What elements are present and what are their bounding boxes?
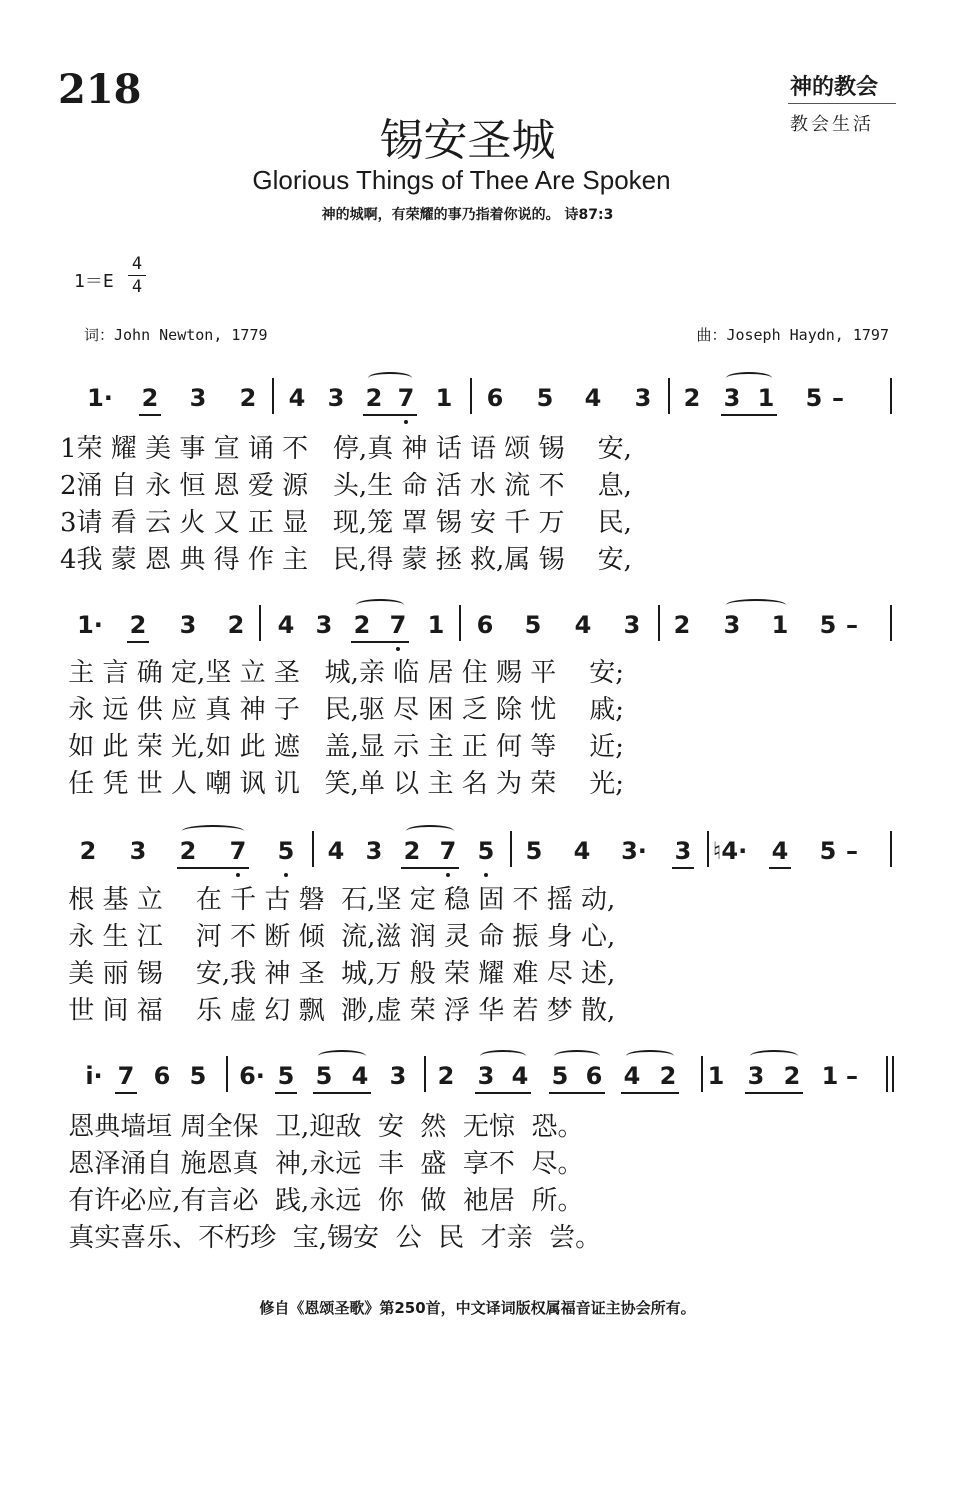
- lyric-line: 2涌 自 永 恒 恩 爱 源 头,生 命 活 水 流 不 息,: [60, 471, 632, 501]
- low-octave-dot: [404, 420, 408, 424]
- notes-row: [0, 1062, 955, 1092]
- copyright-footer: 修自《恩颂圣歌》第250首，中文译词版权属福音证主协会所有。: [259, 1299, 696, 1317]
- note: i·: [85, 1062, 103, 1090]
- note: 3: [723, 611, 741, 639]
- note: 5: [551, 1062, 569, 1090]
- lyric-line: 4我 蒙 恩 典 得 作 主 民,得 蒙 拯 救,属 锡 安,: [60, 545, 632, 575]
- low-octave-dot: [396, 647, 400, 651]
- low-octave-dot: [236, 873, 240, 877]
- note: 5: [477, 837, 495, 865]
- bar-line: [890, 378, 892, 414]
- bar-line: [470, 378, 472, 414]
- note: 6: [476, 611, 494, 639]
- beam-underline: [745, 1092, 803, 1094]
- note: 4: [327, 837, 345, 865]
- note: 2: [129, 611, 147, 639]
- low-octave-dot: [446, 873, 450, 877]
- beam-underline: [275, 1092, 297, 1094]
- note: 6: [585, 1062, 603, 1090]
- slur-arc: [182, 825, 244, 837]
- note: 5: [277, 837, 295, 865]
- notes-row: [0, 837, 955, 867]
- note: 1: [427, 611, 445, 639]
- note: 2: [437, 1062, 455, 1090]
- lyric-line: 根 基 立 在 千 古 磐 石,坚 定 稳 固 不 摇 动,: [60, 885, 616, 915]
- beam-underline: [313, 1092, 371, 1094]
- bar-line: [259, 605, 261, 641]
- note: 5: [524, 611, 542, 639]
- note: ♮4·: [712, 837, 748, 865]
- note: 4: [623, 1062, 641, 1090]
- note: 4: [511, 1062, 529, 1090]
- note: 3: [747, 1062, 765, 1090]
- lyric-line: 1荣 耀 美 事 宣 诵 不 停,真 神 话 语 颂 锡 安,: [60, 434, 632, 464]
- note: 5: [819, 837, 837, 865]
- bar-line: [668, 378, 670, 414]
- note: 5: [189, 1062, 207, 1090]
- note: 1: [707, 1062, 725, 1090]
- beam-underline: [672, 867, 694, 869]
- beam-underline: [351, 641, 409, 643]
- low-octave-dot: [284, 873, 288, 877]
- note: 3: [389, 1062, 407, 1090]
- note: 2: [239, 384, 257, 412]
- beam-underline: [363, 414, 417, 416]
- category-sub: 教会生活: [790, 114, 874, 135]
- note: 2: [365, 384, 383, 412]
- note: 3: [179, 611, 197, 639]
- composer-credit: 曲：Joseph Haydn, 1797: [696, 326, 889, 344]
- note: 6: [153, 1062, 171, 1090]
- note: 2: [79, 837, 97, 865]
- note: 5: [525, 837, 543, 865]
- bar-line: [424, 1056, 426, 1092]
- beam-underline: [475, 1092, 531, 1094]
- beam-underline: [139, 414, 161, 416]
- note: 2: [141, 384, 159, 412]
- note: 4: [574, 611, 592, 639]
- slur-arc: [318, 1050, 366, 1062]
- notes-row: [0, 384, 955, 414]
- note: –: [846, 837, 858, 865]
- beam-underline: [549, 1092, 605, 1094]
- note: 7: [229, 837, 247, 865]
- beam-underline: [401, 867, 459, 869]
- title-english: Glorious Things of Thee Are Spoken: [252, 165, 671, 195]
- note: –: [846, 611, 858, 639]
- note: 3: [634, 384, 652, 412]
- bar-line: [890, 605, 892, 641]
- note: 4: [573, 837, 591, 865]
- note: 2: [659, 1062, 677, 1090]
- note: 7: [389, 611, 407, 639]
- note: 2: [683, 384, 701, 412]
- title-chinese: 锡安圣城: [379, 115, 556, 166]
- note: 2: [783, 1062, 801, 1090]
- scripture-verse: 神的城啊，有荣耀的事乃指着你说的。 诗87:3: [321, 207, 614, 223]
- beam-underline: [127, 641, 149, 643]
- bar-line: [886, 1056, 888, 1092]
- time-signature: [128, 254, 146, 297]
- note: 6: [486, 384, 504, 412]
- note: 1: [757, 384, 775, 412]
- bar-line: [272, 378, 274, 414]
- note: 7: [439, 837, 457, 865]
- lyric-line: 真实喜乐、不朽珍 宝,锡安 公 民 才亲 尝。: [60, 1223, 602, 1253]
- bar-line: [459, 605, 461, 641]
- notes-row: [0, 611, 955, 641]
- note: 2: [227, 611, 245, 639]
- time-sig-line: [128, 275, 146, 276]
- bar-line: [892, 1056, 894, 1092]
- beam-underline: [621, 1092, 679, 1094]
- low-octave-dot: [484, 873, 488, 877]
- slur-arc: [726, 599, 786, 611]
- note: 3·: [621, 837, 647, 865]
- lyric-line: 3请 看 云 火 又 正 显 现,笼 罩 锡 安 千 万 民,: [60, 508, 632, 538]
- note: 4: [771, 837, 789, 865]
- bar-line: [510, 831, 512, 867]
- lyric-line: 有许必应,有言必 践,永远 你 做 祂居 所。: [60, 1186, 584, 1216]
- note: 3: [365, 837, 383, 865]
- lyric-line: 任 凭 世 人 嘲 讽 讥 笑,单 以 主 名 为 荣 光;: [60, 769, 625, 799]
- note: 1·: [87, 384, 113, 412]
- note: 3: [623, 611, 641, 639]
- note: 3: [327, 384, 345, 412]
- note: –: [832, 384, 844, 412]
- note: 3: [129, 837, 147, 865]
- lyric-line: 永 生 江 河 不 断 倾 流,滋 润 灵 命 振 身 心,: [60, 922, 616, 952]
- key-signature: 1＝E: [74, 271, 114, 292]
- note: 3: [723, 384, 741, 412]
- bar-line: [226, 1056, 228, 1092]
- note: 4: [277, 611, 295, 639]
- slur-arc: [726, 372, 772, 384]
- note: 3: [315, 611, 333, 639]
- note: 5: [277, 1062, 295, 1090]
- hymn-number: 218: [58, 66, 142, 113]
- note: 3: [189, 384, 207, 412]
- slur-arc: [626, 1050, 674, 1062]
- note: 3: [477, 1062, 495, 1090]
- slur-arc: [406, 825, 454, 837]
- slur-arc: [356, 599, 404, 611]
- lyric-line: 恩泽涌自 施恩真 神,永远 丰 盛 享不 尽。: [60, 1149, 584, 1179]
- lyric-line: 永 远 供 应 真 神 子 民,驱 尽 困 乏 除 忧 戚;: [60, 695, 625, 725]
- note: 1: [435, 384, 453, 412]
- bar-line: [658, 605, 660, 641]
- beam-underline: [721, 414, 777, 416]
- beam-underline: [177, 867, 249, 869]
- slur-arc: [368, 372, 412, 384]
- slur-arc: [554, 1050, 600, 1062]
- time-sig-bottom: 4: [131, 277, 143, 297]
- note: 7: [117, 1062, 135, 1090]
- note: 5: [536, 384, 554, 412]
- lyric-line: 美 丽 锡 安,我 神 圣 城,万 般 荣 耀 难 尽 述,: [60, 959, 616, 989]
- note: 1·: [77, 611, 103, 639]
- bar-line: [701, 1056, 703, 1092]
- beam-underline: [115, 1092, 137, 1094]
- category-main: 神的教会: [790, 74, 879, 100]
- note: 1: [821, 1062, 839, 1090]
- time-sig-top: 4: [131, 254, 143, 274]
- note: 5: [805, 384, 823, 412]
- bar-line: [707, 831, 709, 867]
- lyric-line: 主 言 确 定,坚 立 圣 城,亲 临 居 住 赐 平 安;: [60, 658, 625, 688]
- note: 5: [819, 611, 837, 639]
- note: 4: [351, 1062, 369, 1090]
- note: 2: [673, 611, 691, 639]
- note: 4: [584, 384, 602, 412]
- slur-arc: [480, 1050, 526, 1062]
- note: 2: [179, 837, 197, 865]
- note: 4: [288, 384, 306, 412]
- note: –: [846, 1062, 858, 1090]
- beam-underline: [769, 867, 791, 869]
- note: 2: [403, 837, 421, 865]
- bar-line: [890, 831, 892, 867]
- lyricist-credit: 词：John Newton, 1779: [84, 326, 268, 344]
- lyric-line: 如 此 荣 光,如 此 遮 盖,显 示 主 正 何 等 近;: [60, 732, 625, 762]
- note: 1: [771, 611, 789, 639]
- note: 7: [397, 384, 415, 412]
- note: 2: [353, 611, 371, 639]
- lyric-line: 恩典墙垣 周全保 卫,迎敌 安 然 无惊 恐。: [60, 1112, 584, 1142]
- lyric-line: 世 间 福 乐 虚 幻 飘 渺,虚 荣 浮 华 若 梦 散,: [60, 996, 616, 1026]
- slur-arc: [750, 1050, 798, 1062]
- note: 6·: [239, 1062, 265, 1090]
- note: 3: [674, 837, 692, 865]
- note: 5: [315, 1062, 333, 1090]
- bar-line: [312, 831, 314, 867]
